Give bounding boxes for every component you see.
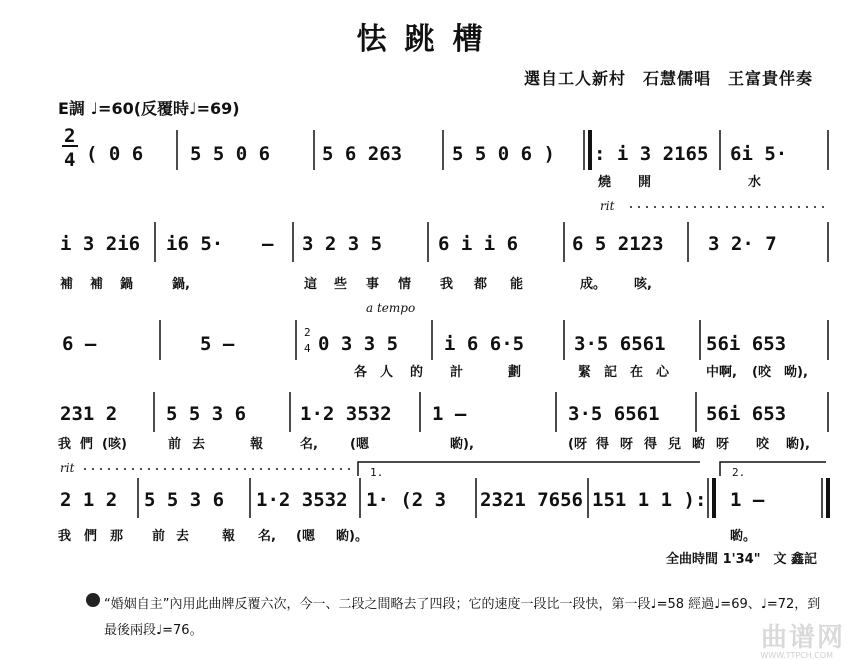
lyric: 鍋, [172,277,190,292]
lyric: 前 [168,437,182,452]
measure: ( 0 6 [86,143,144,165]
lyric: 燒 [598,175,612,190]
measure: 5 5 0 6 [190,143,271,165]
time-sig-bottom: 4 [304,342,311,355]
measure: 5 5 3 6 [144,489,225,511]
measure: 2 1 2 [60,489,118,511]
measure: 1· (2 3 [366,489,447,511]
lyric: 我 [440,277,454,292]
lyric: 計 [450,365,464,380]
rit-marking: rit [60,461,75,475]
time-sig-top: 2 [64,125,76,147]
lyric: 補 [90,277,104,292]
score-row-1 [62,125,828,213]
lyric: (嗯 [350,437,369,452]
measure: 56i 653 [706,403,787,425]
lyric: 報 [250,437,264,452]
measure: 3 2· 7 [708,233,777,255]
lyric: 在 [630,365,644,380]
lyric: 記 [604,365,618,380]
lyric: 名, [300,437,318,452]
ending-1-bracket [358,462,700,476]
lyric: 成。 [580,277,607,292]
score-row-2 [60,222,828,292]
measure: 0 3 3 5 [318,333,399,355]
a-tempo-marking: a tempo [366,301,416,315]
lyric: 鍋 [120,277,134,292]
lyric: 這 [304,277,318,292]
measure: 3 2 3 5 [302,233,383,255]
lyric: 水 [748,175,762,190]
lyric: 喲)。 [336,529,368,544]
lyric: 們 [80,437,94,452]
measure: 6 – [62,333,97,355]
lyric: 情 [398,277,412,292]
lyric: 劃 [508,365,522,380]
lyric: 心 [656,365,670,380]
score-row-5 [58,462,828,544]
measure: 6 5 2123 [572,233,664,255]
lyric: 能 [510,277,524,292]
lyric: 開 [638,175,652,190]
lyric: 喲), [786,437,810,452]
lyric: 那 [110,529,124,544]
lyric: 咬 [756,437,770,452]
rit-marking: rit [600,199,615,213]
lyric: 各 [354,365,368,380]
measure: 6 i i 6 [438,233,519,255]
measure: 1 – [432,403,467,425]
lyric: (呀 [568,437,587,452]
lyric: 呦), [784,365,808,380]
lyric: 中啊, [706,365,737,380]
ending-1-label: 1. [370,466,384,479]
time-sig-top: 2 [304,326,311,339]
lyric: 咳, [634,277,652,292]
ending-2-label: 2. [732,466,746,479]
watermark-brand: 曲谱网 [760,623,845,653]
credits: 選自工人新村 石慧儒唱 王富貴伴奏 [523,69,813,88]
footnote: “婚姻自主”內用此曲牌反覆六次，今一、二段之間略去了四段；它的速度一段比一段快，第一段♩=58 經過♩=69、♩=72，到最後兩段♩=76。 [104,597,821,638]
lyric: 的 [410,365,424,380]
lyric: 些 [334,277,348,292]
measure: i 6 6·5 [444,333,525,355]
lyric: 喲。 [730,529,757,544]
lyric: 兒 [668,437,682,452]
tempo-marking: E調 ♩=60(反覆時♩=69) [58,99,240,118]
lyric: 去 [176,529,190,544]
lyric: 人 [380,365,394,380]
lyric: 前 [152,529,166,544]
measure: – [262,233,274,255]
lyric: 喲), [450,437,474,452]
page-title: 怯跳槽 [356,22,501,57]
footnote-marker-icon [86,593,100,607]
measure: : i 3 2165 [594,143,709,165]
measure: 2321 7656 [480,489,583,511]
lyric: (嗯 [296,529,315,544]
lyric: 呀 [620,437,634,452]
lyric: 都 [474,277,488,292]
lyric: 緊 [578,365,592,380]
duration-credit: 全曲時間 1'34" 文 鑫記 [666,552,817,567]
lyric: 報 [222,529,236,544]
lyric: 喲 [692,437,706,452]
lyric: 名, [258,529,276,544]
measure: 1·2 3532 [256,489,348,511]
measure: 5 6 263 [322,143,403,165]
measure: i 3 2i6 [60,233,141,255]
lyric: 得 [644,437,658,452]
lyric: (咳) [102,437,127,452]
measure: 5 5 0 6 ) [452,143,555,165]
lyric: 事 [366,277,380,292]
lyric: 去 [192,437,206,452]
lyric: 得 [596,437,610,452]
lyric: 們 [84,529,98,544]
measure: 56i 653 [706,333,787,355]
measure: 3·5 6561 [574,333,666,355]
watermark-url: WWW.TTPCH.COM [760,651,833,660]
lyric: 我 [58,529,72,544]
lyric: 我 [58,437,72,452]
measure: i6 5· [166,233,224,255]
measure: 5 5 3 6 [166,403,247,425]
time-sig-bottom: 4 [64,149,76,171]
score-row-3 [62,301,828,380]
measure: 151 1 1 ): [592,489,707,511]
lyric: 呀 [716,437,730,452]
measure: 231 2 [60,403,118,425]
measure: 6i 5· [730,143,788,165]
lyric: (咬 [752,365,771,380]
measure: 1·2 3532 [300,403,392,425]
lyric: 補 [60,277,74,292]
measure: 5 – [200,333,235,355]
measure: 3·5 6561 [568,403,660,425]
measure: 1 – [730,489,765,511]
